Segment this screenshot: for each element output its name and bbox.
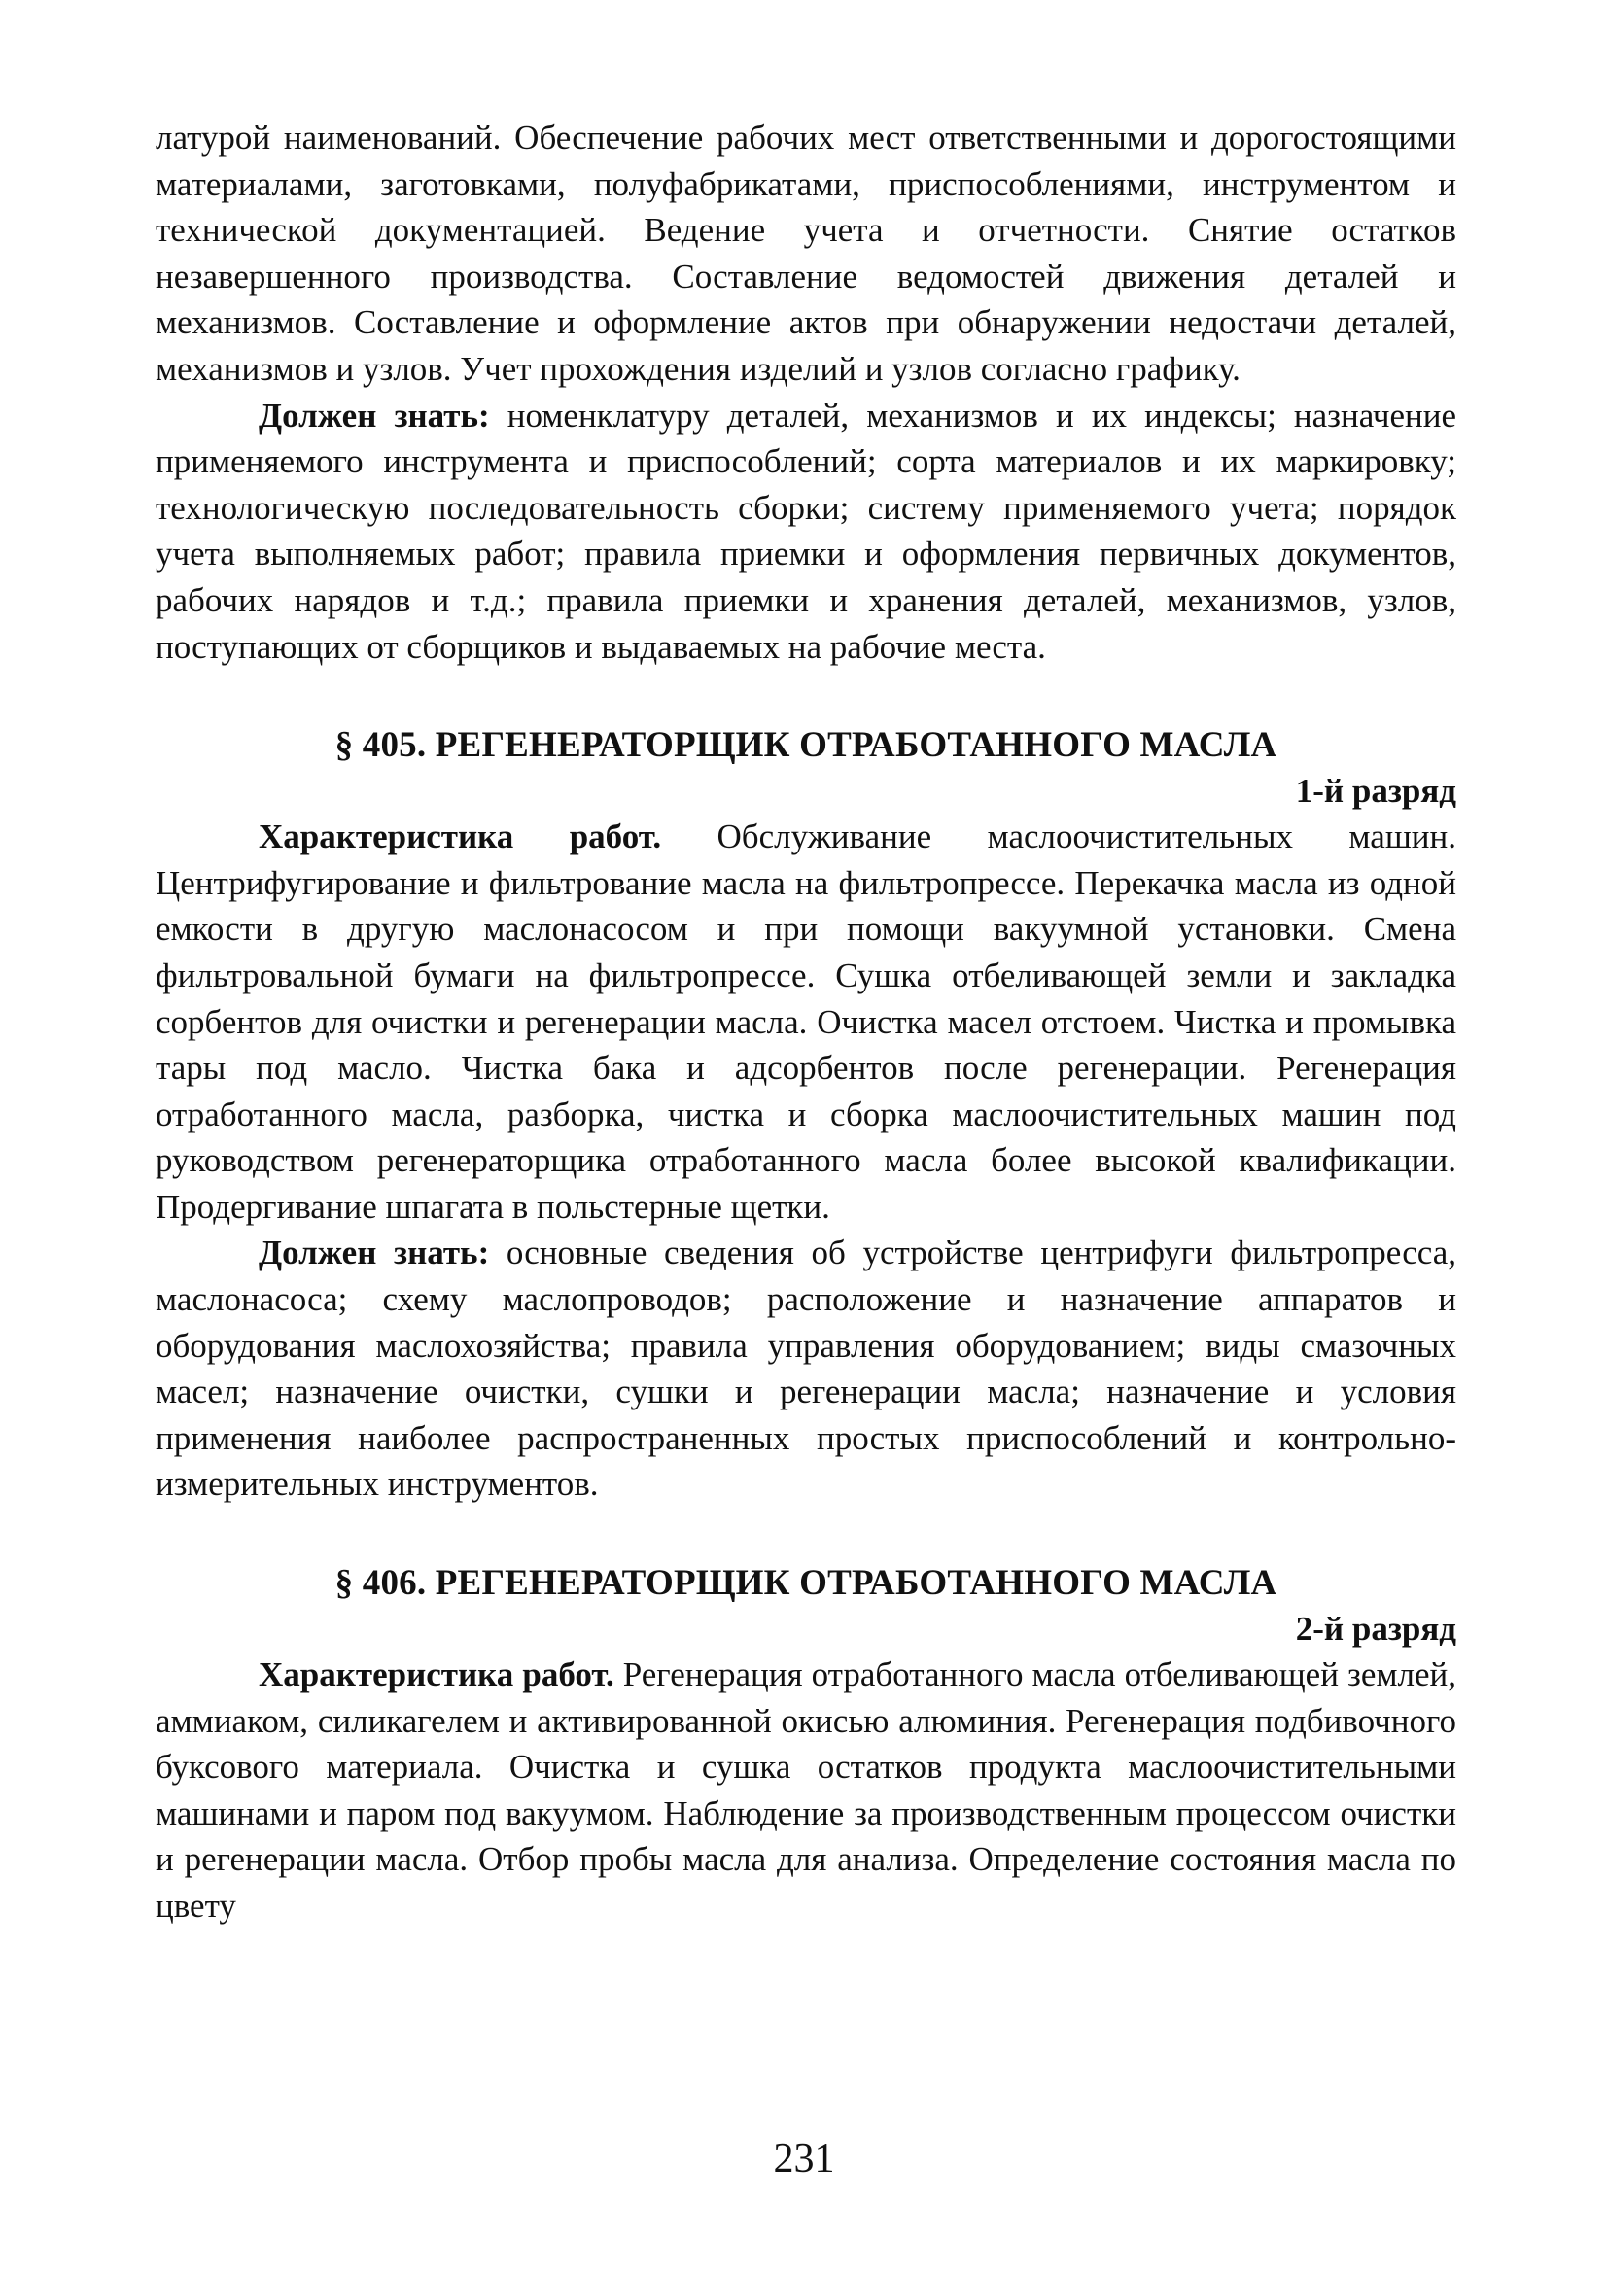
section-405-knowledge — [156, 1230, 1456, 1508]
section-gap — [156, 1508, 1456, 1560]
section-405-grade: 1-й разряд — [1295, 772, 1456, 811]
intro-text — [156, 115, 1456, 670]
section-406-body — [156, 1652, 1456, 1930]
knowledge-text: основные сведения об устройстве центрифуги фильтропресса, маслонасоса; схему маслопроводов; расположение и назначение аппаратов и оборудования маслохозяйства; правила управления оборудованием; виды смазочных масел; назначение очистки, сушки и регенерации масла; назначение и условия применения наиболее распространенных простых приспособлений и контрольно-измерительных инструментов. — [156, 1234, 1456, 1504]
knowledge-lead: Должен знать: — [259, 396, 490, 435]
section-405-characteristic — [156, 814, 1456, 1230]
page-content — [156, 115, 1456, 1930]
continued-paragraph: латурой наименований. Обеспечение рабочих мест ответственными и дорогостоящими материалами, заготовками, полуфабрикатами, приспособлениями, инструментом и технической документацией. Ведение учета и отчетности. Снятие остатков незавершенного производства. Составление ведомостей движения деталей и механизмов. Составление и оформление актов при обнаружении недостачи деталей, механизмов и узлов. Учет прохождения изделий и узлов согласно графику. — [156, 119, 1456, 388]
characteristic-lead: Характеристика работ. — [259, 818, 662, 856]
section-405-body — [156, 814, 1456, 1508]
knowledge-lead: Должен знать: — [259, 1234, 490, 1272]
section-406-grade: 2-й разряд — [1295, 1610, 1456, 1649]
section-405-title: § 405. РЕГЕНЕРАТОРЩИК ОТРАБОТАННОГО МАСЛА — [334, 725, 1277, 766]
page-number: 231 — [773, 2137, 835, 2181]
section-gap — [156, 670, 1456, 722]
characteristic-text: Обслуживание маслоочистительных машин. Центрифугирование и фильтрование масла на фильтропрессе. Перекачка масла из одной емкости в другую маслонасосом и при помощи вакуумной установки. Смена фильтровальной бумаги на фильтропрессе. Сушка отбеливающей земли и закладка сорбентов для очистки и регенерации масла. Очистка масел отстоем. Чистка и промывка тары под масло. Чистка бака и адсорбентов после регенерации. Регенерация отработанного масла, разборка, чистка и сборка маслоочистительных машин под руководством регенераторщика отработанного масла более высокой квалификации. Продергивание шпагата в польстерные щетки. — [156, 818, 1457, 1226]
knowledge-paragraph — [156, 393, 1456, 671]
characteristic-lead: Характеристика работ. — [259, 1655, 614, 1694]
section-406-title: § 406. РЕГЕНЕРАТОРЩИК ОТРАБОТАННОГО МАСЛА — [334, 1563, 1277, 1604]
knowledge-text: номенклатуру деталей, механизмов и их индексы; назначение применяемого инструмента и приспособлений; сорта материалов и их маркировку; технологическую последовательность сборки; систему применяемого учета; порядок учета выполняемых работ; правила приемки и оформления первичных документов, рабочих нарядов и т.д.; правила приемки и хранения деталей, механизмов, узлов, поступающих от сборщиков и выдаваемых на рабочие места. — [156, 396, 1457, 666]
characteristic-text: Регенерация отработанного масла отбеливающей землей, аммиаком, силикагелем и активированной окисью алюминия. Регенерация подбивочного буксового материала. Очистка и сушка остатков продукта маслоочистительными машинами и паром под вакуумом. Наблюдение за производственным процессом очистки и регенерации масла. Отбор пробы масла для анализа. Определение состояния масла по цвету — [156, 1655, 1456, 1925]
section-406-characteristic — [156, 1652, 1456, 1930]
